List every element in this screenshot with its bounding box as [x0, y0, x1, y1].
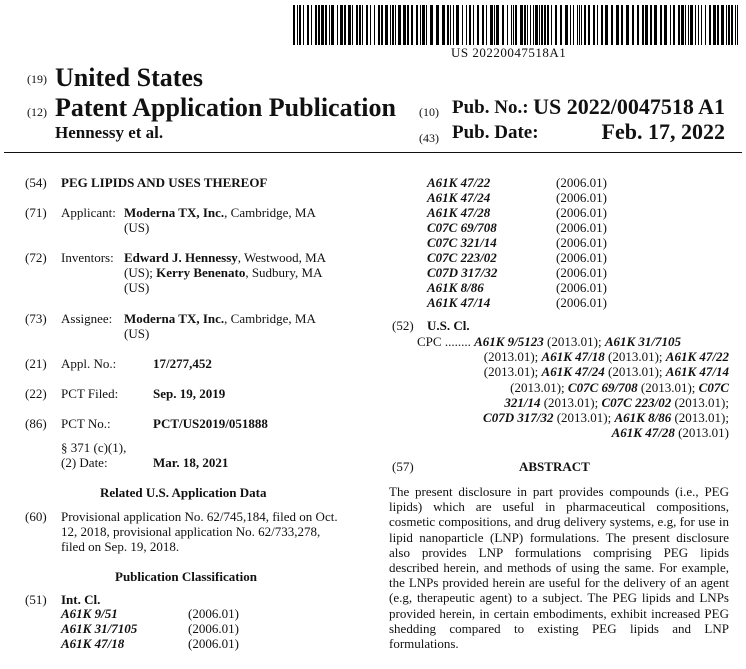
- cpc-code: A61K 8/86: [614, 410, 672, 426]
- applicant-short: Hennessy et al.: [55, 123, 164, 142]
- title-code: (54): [25, 175, 47, 190]
- applicant-name: Moderna TX, Inc.: [124, 205, 225, 220]
- intcl-version: (2006.01): [556, 250, 607, 265]
- intcl-code-item: A61K 9/51: [61, 606, 118, 621]
- inventor-2-name: Kerry Benenato: [156, 265, 246, 280]
- appl-code: (21): [25, 356, 47, 371]
- pub-date: Feb. 17, 2022: [601, 119, 725, 144]
- pct-no-label: PCT No.:: [61, 416, 111, 431]
- abstract-text: The present disclosure in part provides compounds (i.e., PEG lipids) which are useful in pharmaceutical compositions, cosmetic compositions, and drug delivery systems, e.g, for use in lipid nanoparticle (LNP) formulations. The present disclosure also provides LNP formulations comprising PEG lipids described herein, and methods of using the same. For example, the LNPs provided herein are useful for the delivery of an agent (e.g, therapeutic agent) to a subject. The PEG lipids and LNPs provided herein, in certain embodiments, exhibit increased PEG shedding compared to existing PEG lipids and LNP formulations.: [389, 484, 729, 652]
- inventor-line-1: [124, 250, 326, 266]
- pub-no: US 2022/0047518 A1: [533, 94, 725, 119]
- inventor-1-country: (US);: [124, 265, 157, 280]
- cpc-text: (2013.01);: [553, 410, 615, 426]
- cpc-code: A61K 47/28: [611, 425, 675, 441]
- applicant-line: [124, 205, 316, 221]
- cpc-code: C07C: [698, 379, 729, 395]
- cpc-text: (2013.01);: [483, 349, 542, 365]
- inventors-code: (72): [25, 250, 47, 265]
- cpc-code: C07D 317/32: [483, 410, 554, 426]
- cpc-text: (2013.01);: [671, 394, 729, 410]
- inventor-2-location: , Sudbury, MA: [245, 265, 323, 280]
- intcl-version: (2006.01): [556, 265, 607, 280]
- doc-type-code: (12): [27, 105, 47, 119]
- cpc-code: A61K 47/22: [665, 349, 729, 365]
- intcl-code-item: C07C 321/14: [427, 235, 497, 250]
- pct-filed: Sep. 19, 2019: [153, 386, 226, 401]
- s371-date: Mar. 18, 2021: [153, 455, 229, 470]
- pub-date-label: Pub. Date:: [452, 122, 539, 143]
- intcl-label: Int. Cl.: [61, 592, 101, 607]
- intcl-code-item: A61K 31/7105: [61, 621, 138, 636]
- pub-no-code: (10): [419, 105, 439, 119]
- applicant-location: , Cambridge, MA: [224, 205, 316, 220]
- barcode: [293, 5, 741, 45]
- intcl-code-item: C07C 223/02: [427, 250, 497, 265]
- cpc-line: [417, 380, 729, 395]
- assignee-code: (73): [25, 311, 47, 326]
- pct-filed-code: (22): [25, 386, 47, 401]
- assignee-location: , Cambridge, MA: [224, 311, 316, 326]
- cpc-text: (2013.01);: [604, 364, 666, 380]
- prov-line-1: Provisional application No. 62/745,184, filed on Oct.: [61, 509, 338, 524]
- pubclass-heading: Publication Classification: [115, 569, 257, 584]
- related-heading: Related U.S. Application Data: [100, 485, 267, 500]
- s371-line-1: § 371 (c)(1),: [61, 440, 127, 455]
- abstract-heading: ABSTRACT: [519, 459, 590, 474]
- prov-line-3: filed on Sep. 19, 2018.: [61, 539, 180, 554]
- title: PEG LIPIDS AND USES THEREOF: [61, 175, 268, 190]
- intcl-version: (2006.01): [188, 636, 239, 651]
- intcl-version: (2006.01): [188, 621, 239, 636]
- cpc-code: A61K 47/24: [541, 364, 605, 380]
- cpc-code: C07C 223/02: [601, 394, 672, 410]
- inventor-1-name: Edward J. Hennessy: [124, 250, 238, 265]
- intcl-version: (2006.01): [556, 190, 607, 205]
- intcl-version: (2006.01): [556, 220, 607, 235]
- cpc-line: [417, 425, 729, 440]
- assignee-country: (US): [124, 326, 150, 341]
- country: United States: [55, 63, 204, 92]
- cpc-line: [417, 364, 729, 379]
- intcl-code-item: A61K 8/86: [427, 280, 484, 295]
- intcl-version: (2006.01): [188, 606, 239, 621]
- inventor-2-country: (US): [124, 280, 150, 295]
- cpc-code: 321/14: [504, 394, 541, 410]
- country-code: (19): [27, 72, 47, 86]
- intcl-version: (2006.01): [556, 235, 607, 250]
- cpc-text: CPC ........: [417, 334, 475, 349]
- cpc-text: (2013.01);: [671, 410, 729, 426]
- appl-no: 17/277,452: [153, 356, 212, 371]
- cpc-code: A61K 47/14: [665, 364, 729, 380]
- doc-type: Patent Application Publication: [55, 93, 396, 122]
- intcl-version: (2006.01): [556, 175, 607, 190]
- header-rule: [4, 152, 742, 153]
- applicant-country: (US): [124, 220, 150, 235]
- pub-date-code: (43): [419, 131, 439, 145]
- cpc-code: A61K 47/18: [541, 349, 605, 365]
- cpc-text: (2013.01);: [483, 364, 542, 380]
- cpc-text: (2013.01): [674, 425, 729, 441]
- cpc-line: [417, 349, 729, 364]
- intcl-version: (2006.01): [556, 280, 607, 295]
- uscl-label: U.S. Cl.: [427, 318, 470, 333]
- pct-no-code: (86): [25, 416, 47, 431]
- barcode-number: US 20220047518A1: [451, 45, 567, 60]
- cpc-text: (2013.01);: [510, 379, 568, 395]
- inventor-1-location: , Westwood, MA: [237, 250, 327, 265]
- intcl-version: (2006.01): [556, 205, 607, 220]
- intcl-version: (2006.01): [556, 295, 607, 310]
- cpc-text: (2013.01);: [540, 394, 602, 410]
- cpc-line: [417, 410, 729, 425]
- cpc-code: A61K 9/5123: [474, 334, 544, 349]
- intcl-code-item: A61K 47/18: [61, 636, 125, 651]
- intcl-code-item: A61K 47/24: [427, 190, 491, 205]
- appl-label: Appl. No.:: [61, 356, 117, 371]
- abstract-code: (57): [392, 459, 414, 474]
- cpc-line: [417, 395, 729, 410]
- intcl-code-item: A61K 47/22: [427, 175, 491, 190]
- applicant-code: (71): [25, 205, 47, 220]
- cpc-code: C07C 69/708: [567, 379, 638, 395]
- prov-line-2: 12, 2018, provisional application No. 62/733,278,: [61, 524, 321, 539]
- applicant-label: Applicant:: [61, 205, 116, 220]
- assignee-label: Assignee:: [61, 311, 113, 326]
- pct-filed-label: PCT Filed:: [61, 386, 119, 401]
- cpc-code: A61K 31/7105: [604, 334, 682, 349]
- cpc-line: [417, 334, 729, 349]
- intcl-code-item: A61K 47/28: [427, 205, 491, 220]
- inventors-label: Inventors:: [61, 250, 114, 265]
- intcl-code-item: C07C 69/708: [427, 220, 497, 235]
- intcl-code: (51): [25, 592, 47, 607]
- uscl-code: (52): [392, 318, 414, 333]
- assignee-name: Moderna TX, Inc.: [124, 311, 225, 326]
- pct-no: PCT/US2019/051888: [153, 416, 268, 431]
- s371-line-2: (2) Date:: [61, 455, 108, 470]
- cpc-text: (2013.01);: [604, 349, 666, 365]
- intcl-code-item: A61K 47/14: [427, 295, 491, 310]
- cpc-text: (2013.01);: [543, 334, 605, 349]
- cpc-text: (2013.01);: [637, 379, 699, 395]
- cpc-classification: [417, 334, 729, 440]
- pub-no-label: Pub. No.:: [452, 97, 529, 118]
- inventor-line-2: [124, 265, 322, 281]
- prov-code: (60): [25, 509, 47, 524]
- intcl-code-item: C07D 317/32: [427, 265, 498, 280]
- assignee-line: [124, 311, 316, 327]
